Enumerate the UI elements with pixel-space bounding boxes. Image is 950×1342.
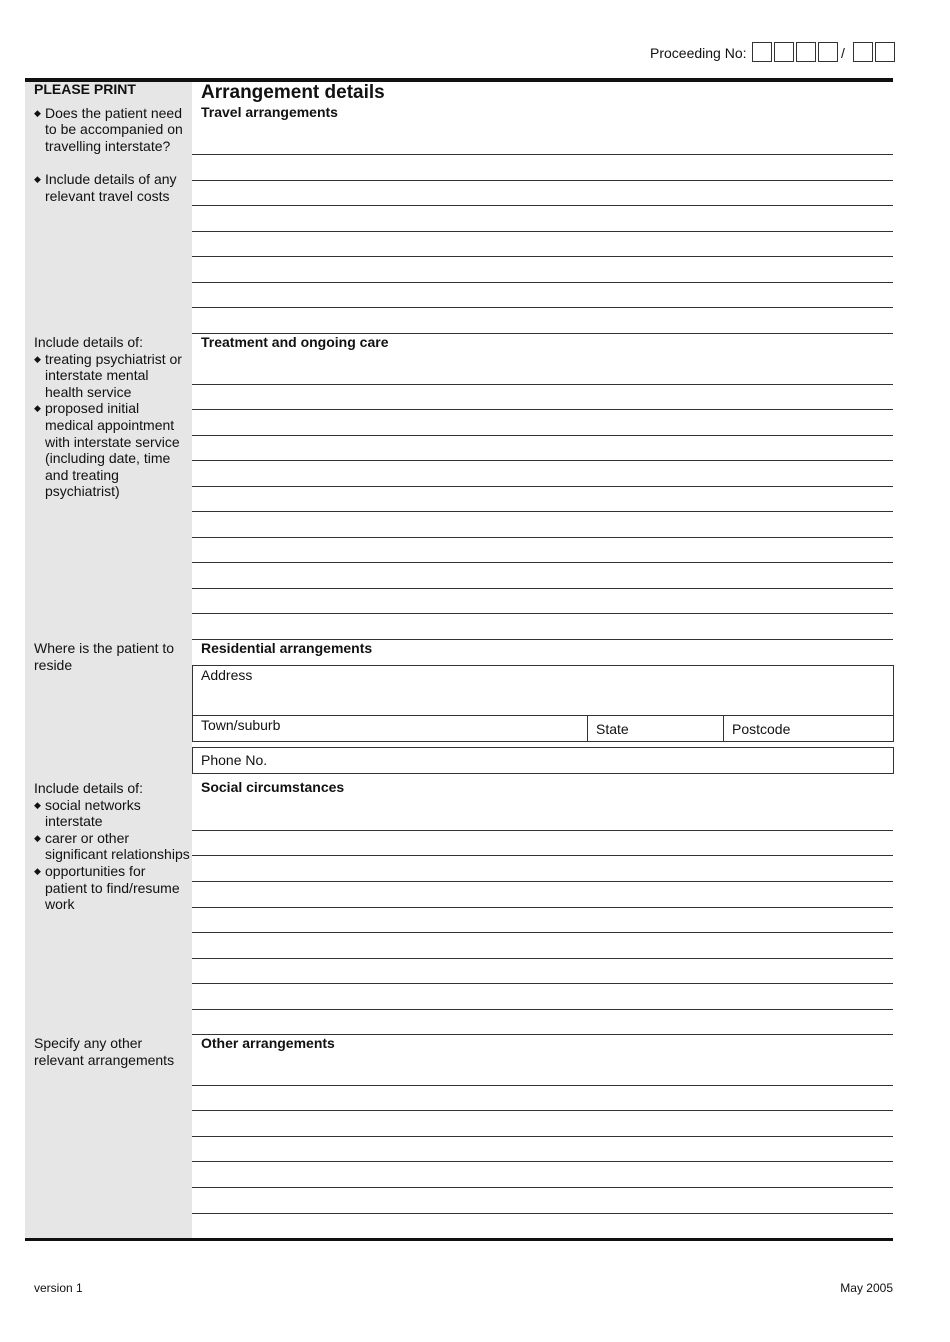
other-arrangements-title: Other arrangements: [201, 1035, 335, 1051]
sidebar-reside-instructions: [34, 640, 184, 673]
address-line-2-field[interactable]: [192, 690, 894, 716]
sidebar-social-instructions: [34, 780, 190, 913]
other-line-4[interactable]: [192, 1161, 893, 1162]
town-suburb-label: Town/suburb: [201, 717, 281, 733]
phone-number-label: Phone No.: [201, 752, 268, 768]
other-line-5[interactable]: [192, 1187, 893, 1188]
sidebar-travel-instructions: [34, 81, 190, 205]
treatment-line-2[interactable]: [192, 409, 893, 410]
postcode-label: Postcode: [732, 721, 791, 737]
proceeding-number-separator: /: [841, 45, 845, 61]
social-intro: Include details of:: [34, 780, 143, 796]
travel-arrangements-title: Travel arrangements: [201, 104, 338, 120]
social-bullet: ◆ opportunities for patient to find/resume work: [34, 863, 190, 913]
other-line-2[interactable]: [192, 1110, 893, 1111]
treatment-line-5[interactable]: [192, 486, 893, 487]
other-line-3[interactable]: [192, 1136, 893, 1137]
social-line-4[interactable]: [192, 907, 893, 908]
please-print-label: PLEASE PRINT: [34, 81, 136, 97]
travel-bullet: ◆ Does the patient need to be accompanied on travelling interstate?: [34, 105, 190, 155]
other-text: Specify any other relevant arrangements: [34, 1035, 175, 1068]
travel-line-5[interactable]: [192, 256, 893, 257]
treatment-line-9[interactable]: [192, 588, 893, 589]
proceeding-number-box-6[interactable]: [875, 42, 895, 62]
reside-text: Where is the patient to reside: [34, 640, 175, 673]
address-label: Address: [201, 667, 253, 683]
state-field[interactable]: [587, 715, 724, 742]
travel-line-4[interactable]: [192, 231, 893, 232]
sidebar-treatment-instructions: [34, 334, 190, 500]
social-line-7[interactable]: [192, 983, 893, 984]
social-line-5[interactable]: [192, 932, 893, 933]
social-line-6[interactable]: [192, 958, 893, 959]
proceeding-number-box-2[interactable]: [774, 42, 794, 62]
proceeding-number-box-4[interactable]: [818, 42, 838, 62]
treatment-bullet: ◆ proposed initial medical appointment with interstate service (including date, time and treating psychiatrist): [34, 400, 190, 500]
travel-bullet: ◆ Include details of any relevant travel costs: [34, 171, 190, 204]
phone-number-field[interactable]: [192, 747, 894, 774]
address-field[interactable]: [192, 665, 894, 692]
treatment-line-6[interactable]: [192, 511, 893, 512]
travel-line-2[interactable]: [192, 180, 893, 181]
social-bullet: ◆ carer or other significant relationships: [34, 830, 190, 863]
town-suburb-field[interactable]: [192, 715, 588, 742]
treatment-line-10[interactable]: [192, 613, 893, 614]
treatment-line-8[interactable]: [192, 562, 893, 563]
bottom-rule: [25, 1238, 893, 1241]
other-line-6[interactable]: [192, 1213, 893, 1214]
treatment-line-4[interactable]: [192, 460, 893, 461]
travel-line-3[interactable]: [192, 205, 893, 206]
version-label: version 1: [34, 1281, 83, 1295]
proceeding-number-box-5[interactable]: [853, 42, 873, 62]
proceeding-number-label: Proceeding No:: [650, 45, 747, 61]
travel-line-1[interactable]: [192, 154, 893, 155]
social-circumstances-title: Social circumstances: [201, 779, 345, 795]
social-line-8[interactable]: [192, 1009, 893, 1010]
social-line-1[interactable]: [192, 830, 893, 831]
treatment-bullet: ◆ treating psychiatrist or interstate mental health service: [34, 351, 190, 401]
proceeding-number-box-1[interactable]: [752, 42, 772, 62]
date-label: May 2005: [840, 1281, 893, 1295]
travel-line-7[interactable]: [192, 307, 893, 308]
treatment-line-3[interactable]: [192, 435, 893, 436]
state-label: State: [596, 721, 629, 737]
treatment-title: Treatment and ongoing care: [201, 334, 389, 350]
other-line-1[interactable]: [192, 1085, 893, 1086]
page-title: Arrangement details: [201, 82, 385, 103]
residential-title: Residential arrangements: [201, 640, 373, 656]
social-line-2[interactable]: [192, 855, 893, 856]
postcode-field[interactable]: [723, 715, 894, 742]
sidebar-other-instructions: [34, 1035, 184, 1068]
travel-line-6[interactable]: [192, 282, 893, 283]
social-line-3[interactable]: [192, 881, 893, 882]
treatment-line-1[interactable]: [192, 384, 893, 385]
treatment-intro: Include details of:: [34, 334, 143, 350]
social-bullet: ◆ social networks interstate: [34, 797, 190, 830]
proceeding-number-box-3[interactable]: [796, 42, 816, 62]
treatment-line-7[interactable]: [192, 537, 893, 538]
